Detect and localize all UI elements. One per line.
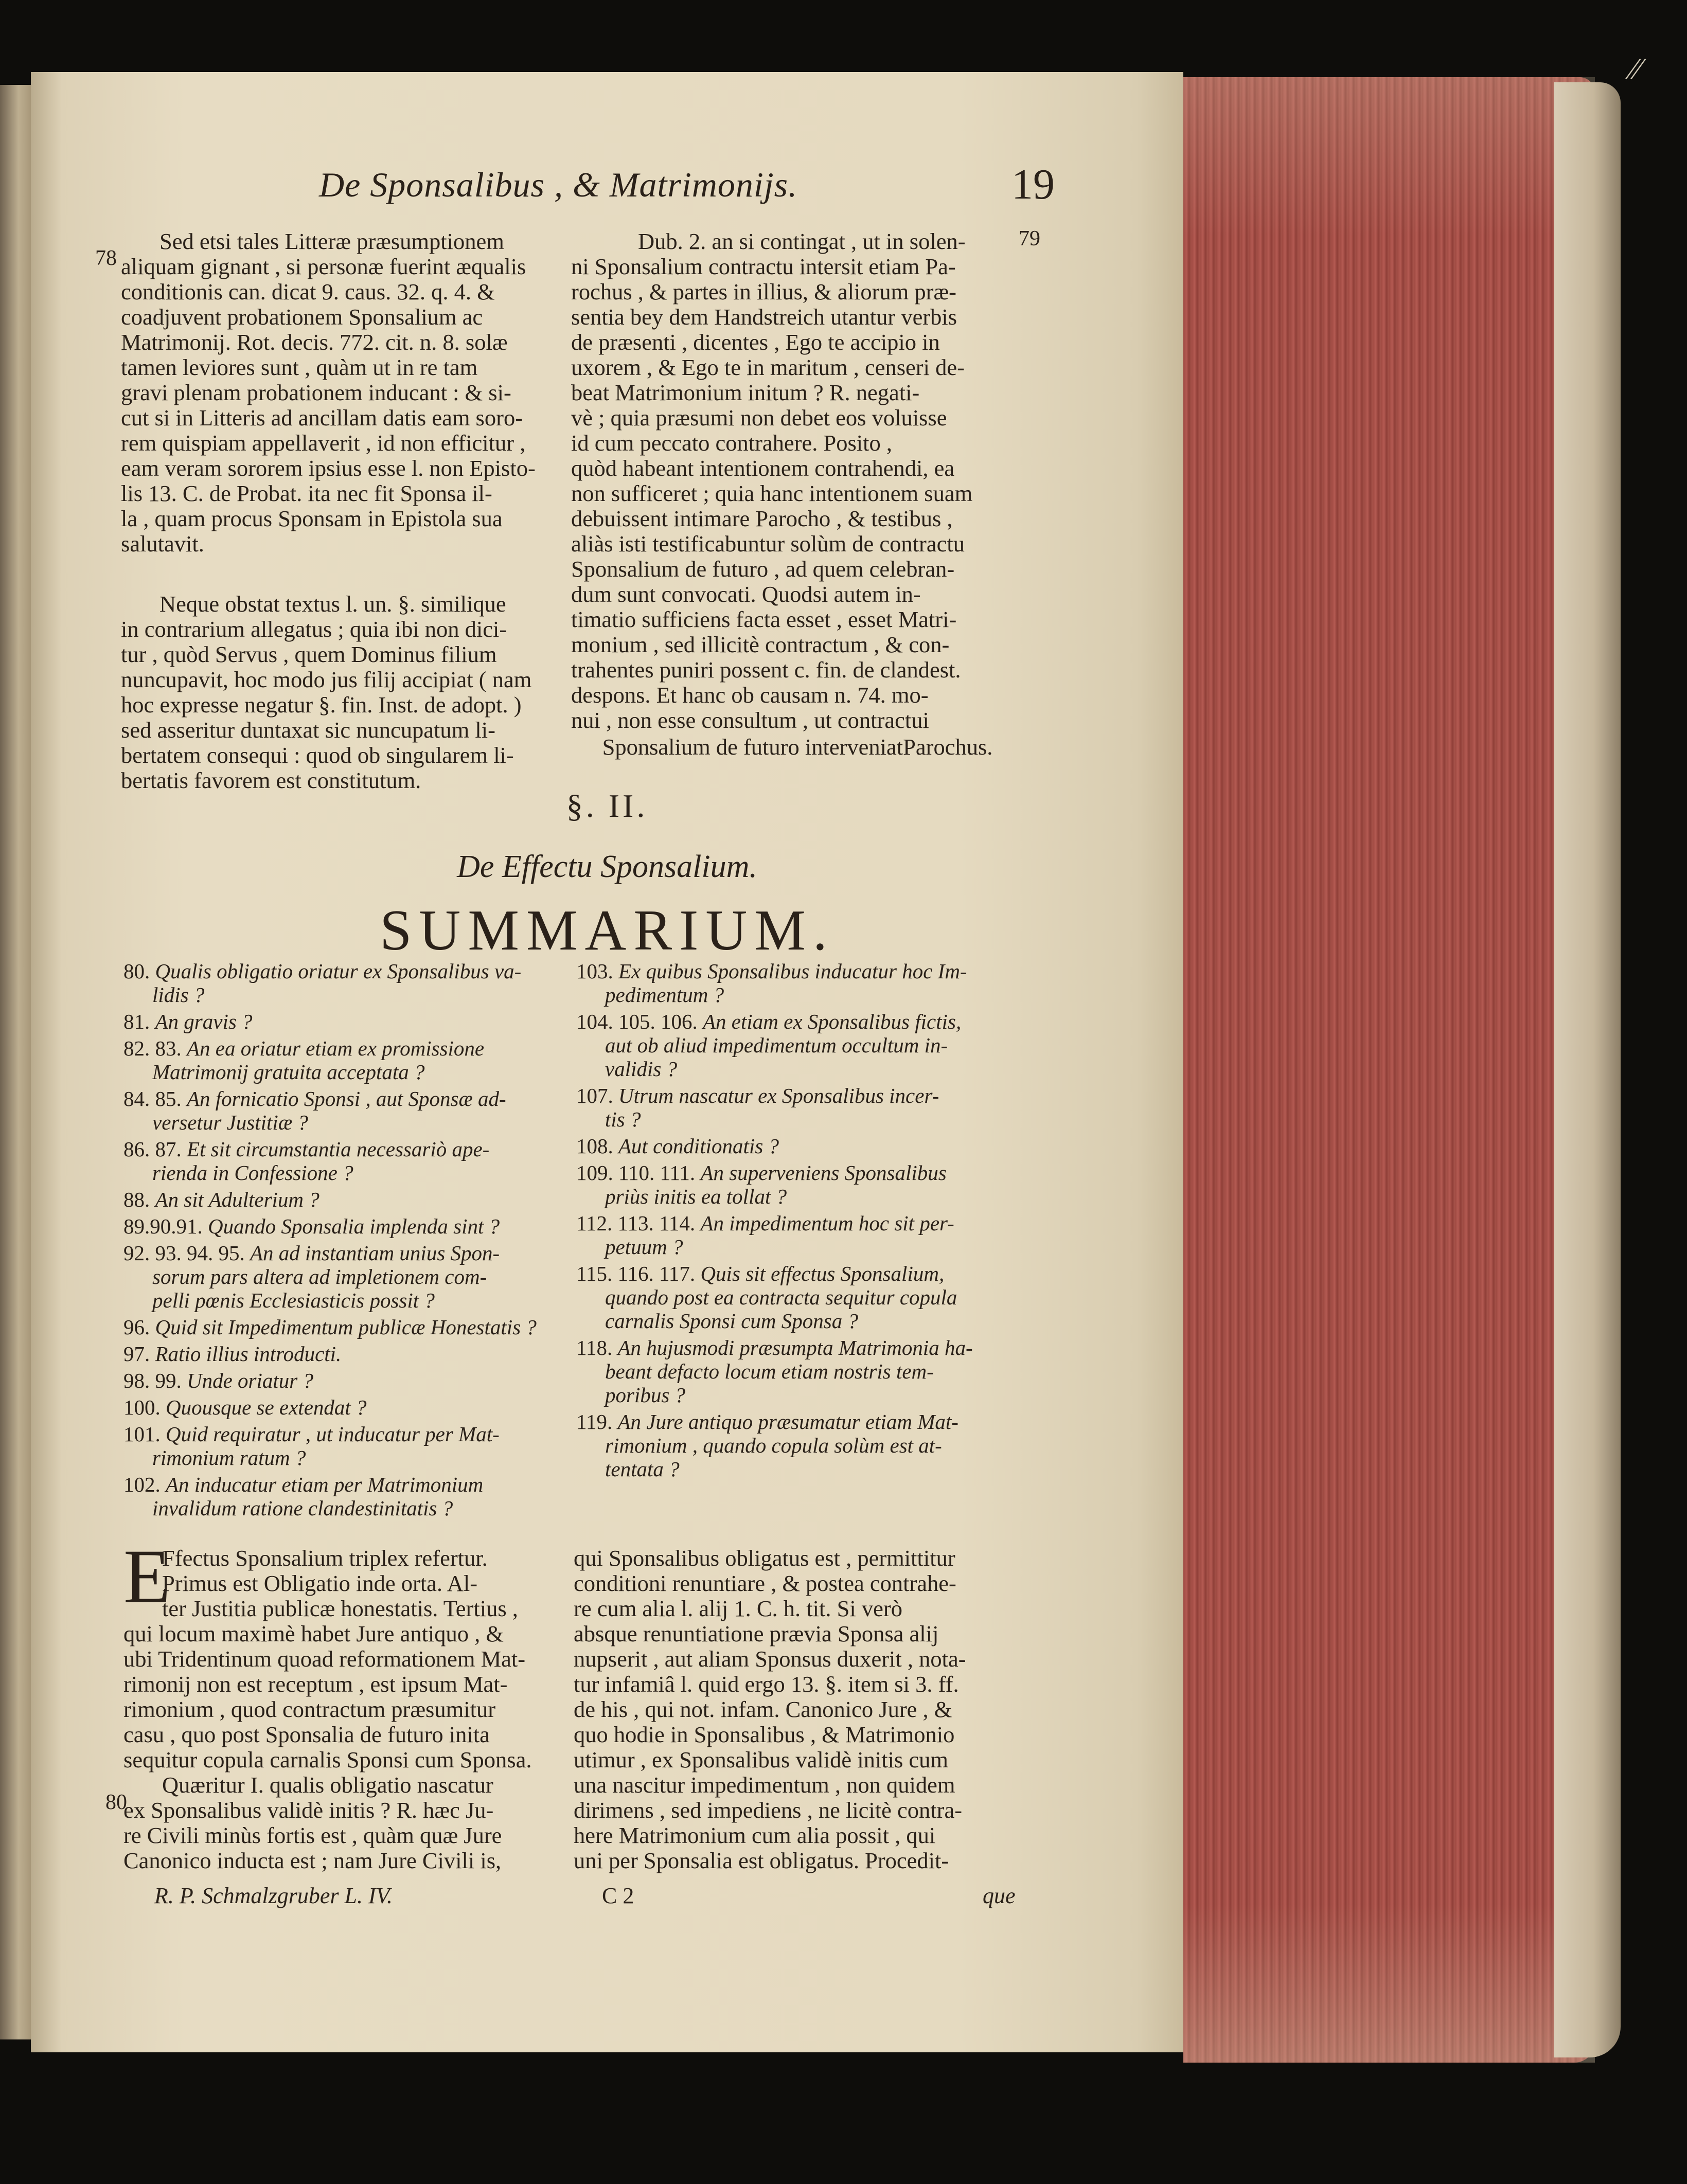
text-line: tamen leviores sunt , quàm ut in re tam <box>121 354 478 380</box>
left-column-paragraph-1 <box>121 229 563 557</box>
summary-item-text: Unde oriatur ? <box>187 1369 313 1392</box>
text-line: beat Matrimonium initum ? R. negati- <box>571 380 920 405</box>
summary-item-text: Quando Sponsalia implenda sint ? <box>208 1214 500 1238</box>
text-line: de præsenti , dicentes , Ego te accipio in <box>571 329 940 355</box>
page-number: 19 <box>1011 160 1055 208</box>
summary-item <box>576 1134 1024 1158</box>
summary-item-text: Quousque se extendat ? <box>166 1395 367 1419</box>
summary-item-text: An ad instantiam unius Spon- <box>250 1241 500 1265</box>
text-line: Parochus. <box>903 734 993 760</box>
summary-item-text: Ex quibus Sponsalibus inducatur hoc Im- <box>618 959 967 983</box>
summary-item-continuation: versetur Justitiæ ? <box>152 1111 308 1134</box>
summary-item <box>123 1315 556 1339</box>
text-line: conditionis can. dicat 9. caus. 32. q. 4. & <box>121 279 495 305</box>
summary-item <box>576 1161 1024 1208</box>
summary-item-number: 101. <box>123 1422 166 1446</box>
text-line: sequitur copula carnalis Sponsi cum Sponsa. <box>123 1747 532 1773</box>
text-line: la , quam procus Sponsam in Epistola sua <box>121 506 503 531</box>
text-line: nui , non esse consultum , ut contractui <box>571 707 929 733</box>
left-page-edge <box>0 85 31 2039</box>
catchword: que <box>983 1883 1016 1908</box>
gathering-signature: C 2 <box>602 1883 634 1908</box>
text-line: timatio sufficiens facta esset , esset Matri- <box>571 606 957 632</box>
summary-item-number: 119. <box>576 1410 618 1434</box>
summary-item-number: 88. <box>123 1188 155 1211</box>
summary-item-continuation: sorum pars altera ad impletionem com- <box>152 1265 487 1288</box>
summary-item <box>576 1084 1024 1131</box>
summary-item-text: An hujusmodi præsumpta Matrimonia ha- <box>617 1336 973 1359</box>
text-line: ter Justitia publicæ honestatis. Tertius , <box>162 1596 518 1621</box>
text-line: utimur , ex Sponsalibus validè initis cum <box>574 1747 949 1773</box>
text-line: monium , sed illicitè contractum , & con- <box>571 632 950 657</box>
text-line: Dub. 2. an si contingat , ut in solen- <box>638 228 966 254</box>
summary-item-text: An impedimentum hoc sit per- <box>700 1211 954 1235</box>
text-line: rem quispiam appellaverit , id non efficitur , <box>121 430 526 456</box>
summary-item-number: 89.90.91. <box>123 1214 208 1238</box>
summary-heading: SUMMARIUM. <box>380 899 834 962</box>
summary-item-number: 84. 85. <box>123 1087 187 1111</box>
summary-item-continuation: pedimentum ? <box>605 983 724 1007</box>
text-line: ubi Tridentinum quoad reformationem Mat- <box>123 1646 526 1672</box>
summary-item-text: Quid sit Impedimentum publicæ Honestatis ? <box>155 1315 537 1339</box>
right-column-paragraph <box>571 229 1024 733</box>
summary-item-text: An superveniens Sponsalibus <box>700 1161 947 1185</box>
text-line: bertatis favorem est constitutum. <box>121 767 421 793</box>
summary-item-number: 98. 99. <box>123 1369 187 1392</box>
text-line: sed asseritur duntaxat sic nuncupatum li- <box>121 717 495 743</box>
summary-item-continuation: poribus ? <box>605 1383 686 1407</box>
text-line: cut si in Litteris ad ancillam datis eam soro- <box>121 405 523 431</box>
text-line: re cum alia l. alij 1. C. h. tit. Si verò <box>574 1596 902 1621</box>
summary-item-continuation: tentata ? <box>605 1457 680 1481</box>
summary-item-number: 104. 105. 106. <box>576 1010 703 1033</box>
text-line: absque renuntiatione prævia Sponsa alij <box>574 1621 939 1646</box>
summary-item <box>576 1410 1024 1481</box>
summary-item-text: Aut conditionatis ? <box>618 1134 779 1158</box>
summary-item <box>576 959 1024 1007</box>
text-line: Sponsalium de futuro , ad quem celebran- <box>571 556 955 582</box>
summary-item-text: An etiam ex Sponsalibus fictis, <box>703 1010 962 1033</box>
text-line: uni per Sponsalia est obligatus. Procedit- <box>574 1848 949 1873</box>
summary-item-number: 82. 83. <box>123 1036 187 1060</box>
text-line: salutavit. <box>121 531 204 557</box>
summary-item-text: Utrum nascatur ex Sponsalibus incer- <box>618 1084 939 1107</box>
text-line: Matrimonij. Rot. decis. 772. cit. n. 8. solæ <box>121 329 508 355</box>
text-line: ni Sponsalium contractu intersit etiam Pa- <box>571 254 956 279</box>
summary-item-text: Quis sit effectus Sponsalium, <box>700 1262 945 1285</box>
text-line: casu , quo post Sponsalia de futuro inita <box>123 1722 490 1747</box>
text-line: tur , quòd Servus , quem Dominus filium <box>121 641 497 667</box>
section-title: De Effectu Sponsalium. <box>457 849 757 884</box>
left-column-paragraph-2 <box>121 592 563 793</box>
summary-item-continuation: rimonium ratum ? <box>152 1446 306 1470</box>
text-line: tur infamiâ l. quid ergo 13. §. item si 3. ff. <box>574 1671 959 1697</box>
summary-item-text: Quid requiratur , ut inducatur per Mat- <box>166 1422 500 1446</box>
summary-item-number: 107. <box>576 1084 618 1107</box>
summary-item-continuation: lidis ? <box>152 983 205 1007</box>
summary-item-continuation: rimonium , quando copula solùm est at- <box>605 1434 942 1457</box>
text-line: rochus , & partes in illius, & aliorum præ- <box>571 279 956 305</box>
text-line: sentia bey dem Handstreich utantur verbis <box>571 304 957 330</box>
summary-item <box>123 1241 556 1312</box>
text-line: qui Sponsalibus obligatus est , permittitur <box>574 1545 955 1571</box>
summary-item-text: Ratio illius introducti. <box>155 1342 342 1366</box>
text-line: nupserit , aut aliam Sponsus duxerit , nota- <box>574 1646 966 1672</box>
summary-item <box>576 1336 1024 1407</box>
text-line: dum sunt convocati. Quodsi autem in- <box>571 581 921 607</box>
summary-item <box>123 1010 556 1033</box>
summary-item-continuation: invalidum ratione clandestinitatis ? <box>152 1496 453 1520</box>
summary-item <box>576 1211 1024 1259</box>
text-line: qui locum maximè habet Jure antiquo , & <box>123 1621 504 1646</box>
text-line: una nascitur impedimentum , non quidem <box>574 1772 955 1798</box>
text-line: dirimens , sed impediens , ne licitè contra- <box>574 1797 963 1823</box>
summary-item-number: 108. <box>576 1134 618 1158</box>
running-head <box>319 160 1091 216</box>
text-line: Sponsalium de futuro interveniat <box>602 734 903 760</box>
summary-item <box>123 1395 556 1419</box>
summary-item-text: An gravis ? <box>155 1010 253 1033</box>
summary-list-left <box>123 959 556 1523</box>
summary-item <box>123 1137 556 1185</box>
text-line: rimonium , quod contractum præsumitur <box>123 1696 496 1722</box>
summary-item-continuation: pelli pœnis Ecclesiasticis possit ? <box>152 1288 435 1312</box>
summary-item-number: 81. <box>123 1010 155 1033</box>
summary-item-text: Et sit circumstantia necessariò ape- <box>187 1137 490 1161</box>
text-line: nuncupavit, hoc modo jus filij accipiat ( nam <box>121 667 532 692</box>
summary-item-number: 100. <box>123 1395 166 1419</box>
text-line: coadjuvent probationem Sponsalium ac <box>121 304 483 330</box>
text-line: eam veram sororem ipsius esse l. non Episto- <box>121 455 536 481</box>
margin-number: 79 <box>1019 227 1040 250</box>
summary-item <box>123 1087 556 1134</box>
text-line: id cum peccato contrahere. Posito , <box>571 430 893 456</box>
margin-number: 78 <box>95 246 117 270</box>
summary-item-text: An sit Adulterium ? <box>155 1188 319 1211</box>
summary-item <box>123 1214 556 1238</box>
body-right-column <box>574 1546 1021 1873</box>
text-line: aliàs isti testificabuntur solùm de contractu <box>571 531 965 557</box>
section-mark: §. II. <box>566 787 648 824</box>
summary-item-number: 97. <box>123 1342 155 1366</box>
text-line: aliquam gignant , si personæ fuerint æqualis <box>121 254 526 279</box>
text-line: Neque obstat textus l. un. §. similique <box>159 591 506 617</box>
summary-item <box>123 1036 556 1084</box>
text-line: non sufficeret ; quia hanc intentionem suam <box>571 480 973 506</box>
text-line: re Civili minùs fortis est , quàm quæ Jure <box>123 1822 502 1848</box>
summary-item <box>123 1188 556 1211</box>
summary-item-continuation: quando post ea contracta sequitur copula <box>605 1285 957 1309</box>
text-line: ex Sponsalibus validè initis ? R. hæc Ju- <box>123 1797 494 1823</box>
summary-item <box>123 959 556 1007</box>
text-line: rimonij non est receptum , est ipsum Mat- <box>123 1671 508 1697</box>
text-line: in contrarium allegatus ; quia ibi non dici- <box>121 616 507 642</box>
text-line: Quæritur I. qualis obligatio nascatur <box>162 1772 493 1798</box>
summary-item-continuation: aut ob aliud impedimentum occultum in- <box>605 1033 948 1057</box>
summary-item-text: An Jure antiquo præsumatur etiam Mat- <box>617 1410 958 1434</box>
summary-item <box>576 1010 1024 1081</box>
summary-item-text: An inducatur etiam per Matrimonium <box>166 1473 484 1496</box>
text-line: Primus est Obligatio inde orta. Al- <box>162 1570 478 1596</box>
text-line: debuissent intimare Parocho , & testibus , <box>571 506 953 531</box>
summary-item-number: 103. <box>576 959 618 983</box>
summary-item <box>123 1369 556 1392</box>
text-line: despons. Et hanc ob causam n. 74. mo- <box>571 682 929 708</box>
summary-item <box>123 1473 556 1520</box>
summary-item-number: 102. <box>123 1473 166 1496</box>
text-line: trahentes puniri possent c. fin. de clandest. <box>571 657 961 683</box>
text-line: vè ; quia præsumi non debet eos voluisse <box>571 405 947 431</box>
text-line: conditioni renuntiare , & postea contrahe- <box>574 1570 956 1596</box>
summary-item-text: An ea oriatur etiam ex promissione <box>187 1036 485 1060</box>
text-line: gravi plenam probationem inducant : & si- <box>121 380 511 405</box>
summary-item-number: 80. <box>123 959 155 983</box>
summary-item-number: 115. 116. 117. <box>576 1262 701 1285</box>
text-line: uxorem , & Ego te in maritum , censeri de- <box>571 354 965 380</box>
text-line: Sed etsi tales Litteræ præsumptionem <box>159 228 504 254</box>
summary-item-continuation: carnalis Sponsi cum Sponsa ? <box>605 1309 858 1333</box>
text-line: bertatem consequi : quod ob singularem li- <box>121 742 514 768</box>
book-fore-edge <box>1183 77 1595 2063</box>
text-line: hoc expresse negatur §. fin. Inst. de adopt. ) <box>121 692 522 718</box>
text-line: lis 13. C. de Probat. ita nec fit Sponsa il- <box>121 480 492 506</box>
summary-item <box>123 1422 556 1470</box>
right-column-centered-lines <box>571 735 1024 760</box>
drop-capital: E <box>123 1534 171 1619</box>
summary-item-continuation: beant defacto locum etiam nostris tem- <box>605 1359 934 1383</box>
text-line: de his , qui not. infam. Canonico Jure , & <box>574 1696 952 1722</box>
summary-item-text: Qualis obligatio oriatur ex Sponsalibus va- <box>155 959 522 983</box>
summary-item-continuation: Matrimonij gratuita acceptata ? <box>152 1060 425 1084</box>
corner-scratch-icon: ∕∕ <box>1630 52 1641 86</box>
summary-item-number: 86. 87. <box>123 1137 187 1161</box>
summary-item-continuation: tis ? <box>605 1107 641 1131</box>
summary-item-continuation: validis ? <box>605 1057 678 1081</box>
book-cover-edge <box>1554 82 1621 2057</box>
summary-item-number: 112. 113. 114. <box>576 1211 701 1235</box>
summary-item <box>576 1262 1024 1333</box>
summary-item-text: An fornicatio Sponsi , aut Sponsæ ad- <box>187 1087 506 1111</box>
summary-item-continuation: rienda in Confessione ? <box>152 1161 353 1185</box>
summary-item-number: 109. 110. 111. <box>576 1161 701 1185</box>
summary-item-number: 118. <box>576 1336 618 1359</box>
body-left-column <box>123 1546 563 1873</box>
text-line: quòd habeant intentionem contrahendi, ea <box>571 455 955 481</box>
text-line: here Matrimonium cum alia possit , qui <box>574 1822 936 1848</box>
summary-item-continuation: petuum ? <box>605 1235 683 1259</box>
running-head-title: De Sponsalibus , & Matrimonijs. <box>319 165 798 204</box>
summary-item-number: 96. <box>123 1315 155 1339</box>
summary-list-right <box>576 959 1024 1484</box>
text-line: Canonico inducta est ; nam Jure Civili is, <box>123 1848 502 1873</box>
summary-item-continuation: priùs initis ea tollat ? <box>605 1185 787 1208</box>
author-signature: R. P. Schmalzgruber L. IV. <box>154 1883 393 1908</box>
text-line: quo hodie in Sponsalibus , & Matrimonio <box>574 1722 955 1747</box>
margin-number: 80 <box>105 1791 127 1814</box>
text-line: Ffectus Sponsalium triplex refertur. <box>162 1545 488 1571</box>
summary-item <box>123 1342 556 1366</box>
summary-item-number: 92. 93. 94. 95. <box>123 1241 250 1265</box>
